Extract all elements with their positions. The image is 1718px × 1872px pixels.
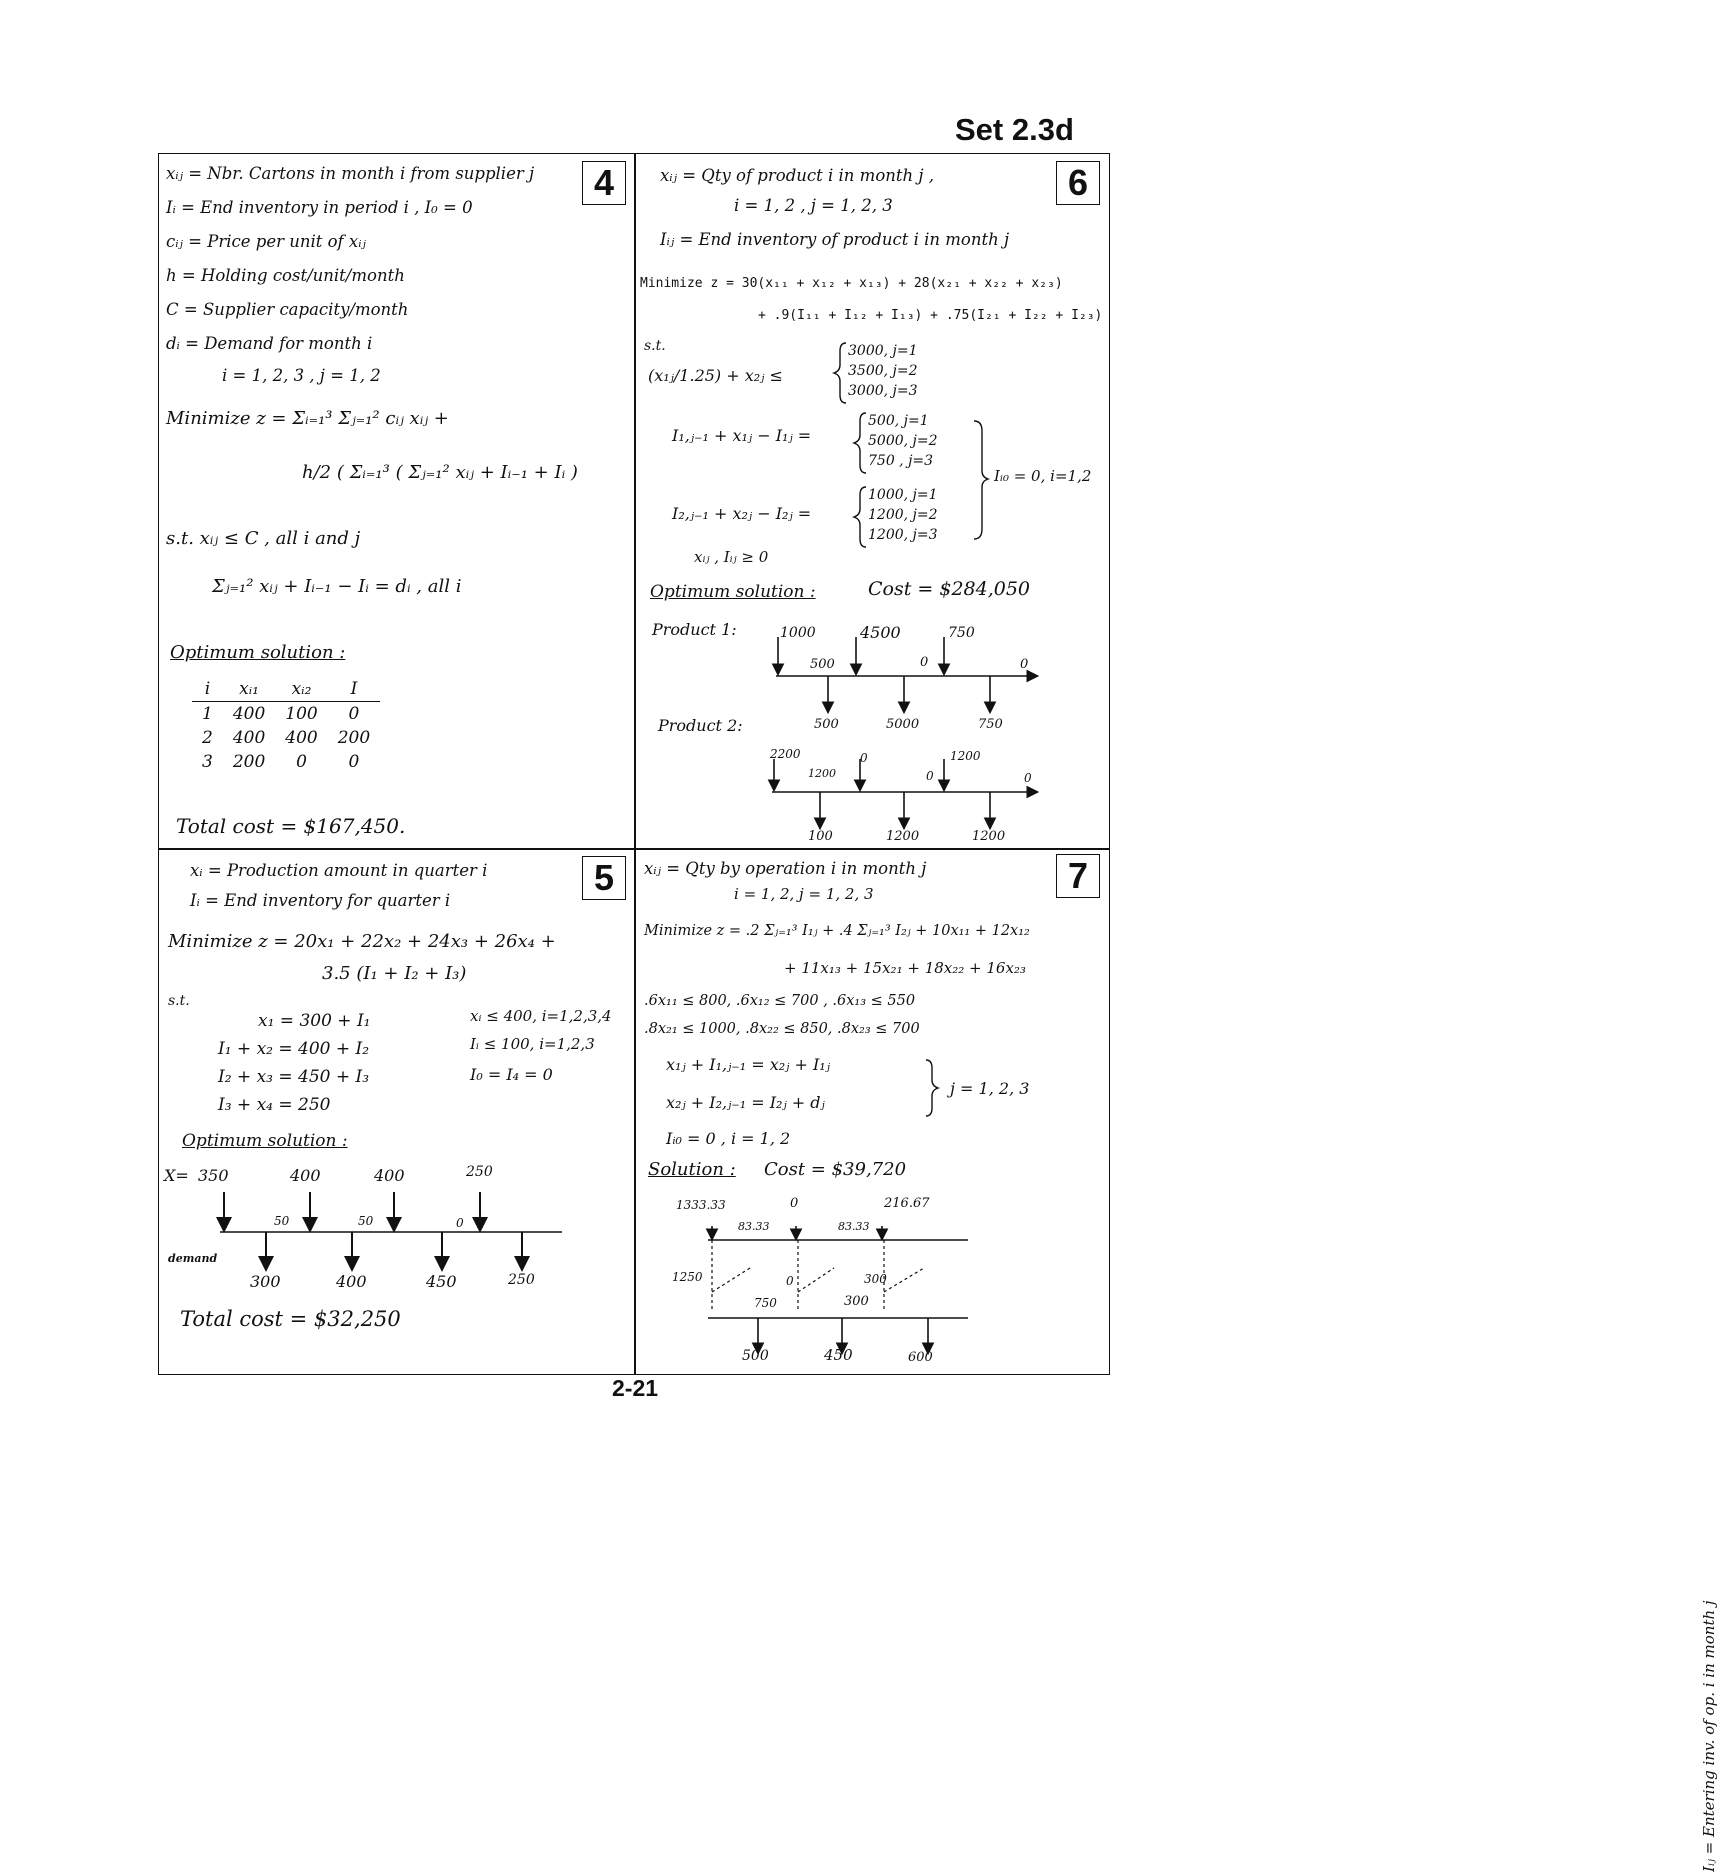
- table-cell: 0: [348, 752, 360, 772]
- p7-op2-prod-2: 0: [786, 1274, 794, 1288]
- p4-constraint-1: s.t. xᵢⱼ ≤ C , all i and j: [166, 528, 361, 549]
- p6-p1-prod-1: 1000: [780, 625, 816, 641]
- p6-cost: Cost = $284,050: [868, 578, 1031, 600]
- p4-total-cost: Total cost = $167,450.: [176, 814, 406, 838]
- p7-balance-2: x₂ⱼ + I₂,ⱼ₋₁ = I₂ⱼ + dⱼ: [666, 1093, 825, 1112]
- p5-solution-heading: Optimum solution :: [182, 1131, 348, 1151]
- p6-nonnegativity: xᵢⱼ , Iᵢⱼ ≥ 0: [694, 548, 769, 566]
- p6-st: s.t.: [644, 338, 666, 354]
- problem-6-panel: [638, 157, 1108, 846]
- p4-solution-table: [192, 677, 380, 774]
- p7-dem-2: 450: [824, 1346, 853, 1364]
- p5-dem-1: 300: [250, 1272, 281, 1291]
- p7-flow-diagram: [638, 1206, 1108, 1376]
- p7-op1-inv-2: 83.33: [838, 1220, 870, 1233]
- table-cell: 200: [337, 728, 371, 748]
- p4-def-1: xᵢⱼ = Nbr. Cartons in month i from supplier j: [166, 164, 535, 183]
- p6-p2-dem-3: 1200: [972, 829, 1006, 844]
- p5-bound-3: I₀ = I₄ = 0: [470, 1065, 553, 1084]
- p5-dem-4: 250: [508, 1272, 535, 1288]
- p6-flow-diagrams: [638, 617, 1108, 857]
- p6-bal1-case-1: 500, j=1: [868, 413, 929, 429]
- p6-p2-prod-1: 2200: [770, 747, 801, 761]
- p6-p1-inv-3: 0: [1020, 657, 1029, 672]
- p4-def-3: cᵢⱼ = Price per unit of xᵢⱼ: [166, 232, 366, 251]
- p7-initial-condition: Iᵢ₀ = 0 , i = 1, 2: [666, 1129, 791, 1148]
- p7-op2-prod-3: 300: [864, 1272, 887, 1286]
- table-cell: 200: [232, 752, 266, 772]
- p4-indices: i = 1, 2, 3 , j = 1, 2: [222, 366, 381, 385]
- table-cell: 400: [232, 704, 266, 724]
- problem-5-panel: [162, 852, 632, 1372]
- p4-col-i: i: [192, 677, 223, 702]
- p6-bal1-case-3: 750 , j=3: [868, 453, 934, 469]
- p5-inv-1: 50: [274, 1214, 290, 1228]
- p6-objective-2: + .9(I₁₁ + I₁₂ + I₁₃) + .75(I₂₁ + I₂₂ + I₂₃): [758, 308, 1103, 323]
- p5-constraint-3: I₂ + x₃ = 450 + I₃: [218, 1067, 370, 1087]
- problem-4-number: 4: [582, 161, 626, 205]
- p6-p2-prod-2: 0: [860, 751, 868, 765]
- p7-def-2: i = 1, 2, j = 1, 2, 3: [734, 885, 874, 903]
- p5-dem-3: 450: [426, 1272, 457, 1291]
- p6-balance-2-lhs: I₂,ⱼ₋₁ + x₂ⱼ − I₂ⱼ =: [672, 504, 812, 523]
- vertical-divider: [634, 153, 636, 1375]
- p6-cap-case-3: 3000, j=3: [848, 383, 918, 399]
- p7-brace: [922, 1058, 952, 1118]
- p5-def-2: Iᵢ = End inventory for quarter i: [190, 891, 451, 910]
- p6-def-3: Iᵢⱼ = End inventory of product i in month j: [660, 230, 1010, 249]
- table-cell: 3: [202, 752, 213, 772]
- p7-balance-index: j = 1, 2, 3: [950, 1079, 1030, 1098]
- p6-def-1: xᵢⱼ = Qty of product i in month j ,: [660, 166, 934, 185]
- problem-7-panel: [638, 852, 1718, 1872]
- p6-p1-inv-2: 0: [920, 655, 929, 670]
- set-title: Set 2.3d: [955, 112, 1074, 147]
- p7-op1-inv-1: 83.33: [738, 1220, 770, 1233]
- p5-dem-2: 400: [336, 1272, 367, 1291]
- p6-p2-inv-3: 0: [1024, 771, 1032, 785]
- p4-def-2: Iᵢ = End inventory in period i , I₀ = 0: [166, 198, 473, 217]
- p6-p2-dem-2: 1200: [886, 829, 920, 844]
- p4-objective-2: h/2 ( Σᵢ₌₁³ ( Σⱼ₌₁² xᵢⱼ + Iᵢ₋₁ + Iᵢ ): [302, 462, 578, 483]
- p7-side-note: Iᵢⱼ = Entering inv. of op. i in month j: [1700, 1600, 1718, 1872]
- p5-bound-2: Iᵢ ≤ 100, i=1,2,3: [470, 1035, 595, 1053]
- p7-def-1: xᵢⱼ = Qty by operation i in month j: [644, 859, 927, 878]
- table-cell: 100: [285, 704, 318, 724]
- table-cell: 1: [202, 704, 213, 724]
- p6-p2-dem-1: 100: [808, 829, 833, 844]
- p6-p2-inv-2: 0: [926, 769, 934, 783]
- p7-op2-prod-1: 1250: [672, 1270, 703, 1284]
- p6-objective-1: Minimize z = 30(x₁₁ + x₁₂ + x₁₃) + 28(x₂₁ + x₂₂ + x₂₃): [640, 276, 1063, 291]
- table-cell: 0: [348, 704, 360, 724]
- p6-p2-inv-1: 1200: [808, 767, 836, 780]
- p5-prod-3: 400: [374, 1166, 405, 1185]
- p6-p1-dem-3: 750: [978, 717, 1003, 732]
- p4-objective-1: Minimize z = Σᵢ₌₁³ Σⱼ₌₁² cᵢⱼ xᵢⱼ +: [166, 408, 449, 429]
- page-number: 2-21: [612, 1375, 659, 1401]
- p7-dem-3: 600: [908, 1350, 933, 1365]
- p7-solution-heading: Solution :: [648, 1159, 736, 1180]
- p6-p2-prod-3: 1200: [950, 749, 981, 763]
- p5-prod-4: 250: [466, 1164, 493, 1180]
- problem-7-number: 7: [1056, 854, 1100, 898]
- p5-inv-2: 50: [358, 1214, 374, 1228]
- table-row: [192, 702, 380, 727]
- p7-capacities-2: .8x₂₁ ≤ 1000, .8x₂₂ ≤ 850, .8x₂₃ ≤ 700: [644, 1021, 920, 1037]
- p5-st: s.t.: [168, 993, 190, 1009]
- p6-initial-condition: Iᵢ₀ = 0, i=1,2: [994, 467, 1092, 485]
- p6-bal1-case-2: 5000, j=2: [868, 433, 938, 449]
- p7-dem-1: 500: [742, 1348, 769, 1364]
- p6-p1-dem-2: 5000: [886, 717, 920, 732]
- p7-op1-prod-2: 0: [790, 1196, 799, 1211]
- p5-constraint-2: I₁ + x₂ = 400 + I₂: [218, 1039, 370, 1059]
- p7-objective-1: Minimize z = .2 Σⱼ₌₁³ I₁ⱼ + .4 Σⱼ₌₁³ I₂ⱼ + 10x₁₁ + 12x₁₂: [644, 923, 1030, 939]
- table-cell: 400: [232, 728, 266, 748]
- p6-p1-prod-3: 750: [948, 625, 975, 641]
- p6-capacity-lhs: (x₁ⱼ/1.25) + x₂ⱼ ≤: [648, 366, 783, 385]
- table-cell: 2: [202, 728, 213, 748]
- p4-def-5: C = Supplier capacity/month: [166, 300, 409, 319]
- p6-bal2-case-2: 1200, j=2: [868, 507, 938, 523]
- table-cell: 400: [285, 728, 318, 748]
- p5-def-1: xᵢ = Production amount in quarter i: [190, 861, 488, 880]
- p6-cap-case-2: 3500, j=2: [848, 363, 918, 379]
- p7-capacities-1: .6x₁₁ ≤ 800, .6x₁₂ ≤ 700 , .6x₁₃ ≤ 550: [644, 993, 916, 1009]
- p4-def-4: h = Holding cost/unit/month: [166, 266, 405, 285]
- p7-cost: Cost = $39,720: [764, 1159, 907, 1180]
- p7-objective-2: + 11x₁₃ + 15x₂₁ + 18x₂₂ + 16x₂₃: [784, 959, 1026, 977]
- p4-col-xi1: xᵢ₁: [223, 677, 275, 702]
- p6-balance-1-lhs: I₁,ⱼ₋₁ + x₁ⱼ − I₁ⱼ =: [672, 426, 812, 445]
- p6-cap-case-1: 3000, j=1: [848, 343, 918, 359]
- p7-op2-inv-1: 750: [754, 1296, 777, 1310]
- p5-x-label: X=: [164, 1166, 189, 1185]
- table-row: [192, 726, 380, 750]
- p6-solution-heading: Optimum solution :: [650, 582, 816, 602]
- p6-p1-dem-1: 500: [814, 717, 839, 732]
- problem-6-number: 6: [1056, 161, 1100, 205]
- problem-5-number: 5: [582, 856, 626, 900]
- p6-def-2: i = 1, 2 , j = 1, 2, 3: [734, 196, 893, 215]
- p4-constraint-2: Σⱼ₌₁² xᵢⱼ + Iᵢ₋₁ − Iᵢ = dᵢ , all i: [212, 576, 462, 597]
- p6-product2-label: Product 2:: [658, 716, 743, 735]
- p5-inv-3: 0: [456, 1216, 464, 1230]
- p4-solution-heading: Optimum solution :: [170, 642, 346, 663]
- p6-product1-label: Product 1:: [652, 620, 737, 639]
- p6-braces: [638, 337, 1108, 577]
- p5-prod-1: 350: [198, 1166, 229, 1185]
- p5-bound-1: xᵢ ≤ 400, i=1,2,3,4: [470, 1007, 612, 1025]
- p5-demand-label: demand: [168, 1252, 218, 1265]
- p7-op1-prod-3: 216.67: [884, 1196, 930, 1211]
- p7-balance-1: x₁ⱼ + I₁,ⱼ₋₁ = x₂ⱼ + I₁ⱼ: [666, 1055, 830, 1074]
- problem-4-panel: [162, 157, 632, 846]
- p5-objective-1: Minimize z = 20x₁ + 22x₂ + 24x₃ + 26x₄ +: [168, 931, 556, 952]
- p4-col-I: I: [328, 677, 380, 702]
- p4-def-6: dᵢ = Demand for month i: [166, 334, 373, 353]
- p7-op1-prod-1: 1333.33: [676, 1198, 726, 1212]
- p5-constraint-4: I₃ + x₄ = 250: [218, 1095, 331, 1115]
- p6-bal2-case-1: 1000, j=1: [868, 487, 938, 503]
- p4-col-xi2: xᵢ₂: [275, 677, 327, 702]
- table-row: [192, 750, 380, 774]
- p5-constraint-1: x₁ = 300 + I₁: [258, 1011, 371, 1031]
- p5-total-cost: Total cost = $32,250: [180, 1307, 401, 1331]
- p5-prod-2: 400: [290, 1166, 321, 1185]
- p5-objective-2: 3.5 (I₁ + I₂ + I₃): [322, 963, 467, 984]
- p6-bal2-case-3: 1200, j=3: [868, 527, 938, 543]
- p7-op2-inv-2: 300: [844, 1294, 869, 1309]
- p6-p1-prod-2: 4500: [860, 623, 901, 642]
- table-cell: 0: [296, 752, 307, 772]
- p6-p1-inv-1: 500: [810, 657, 835, 672]
